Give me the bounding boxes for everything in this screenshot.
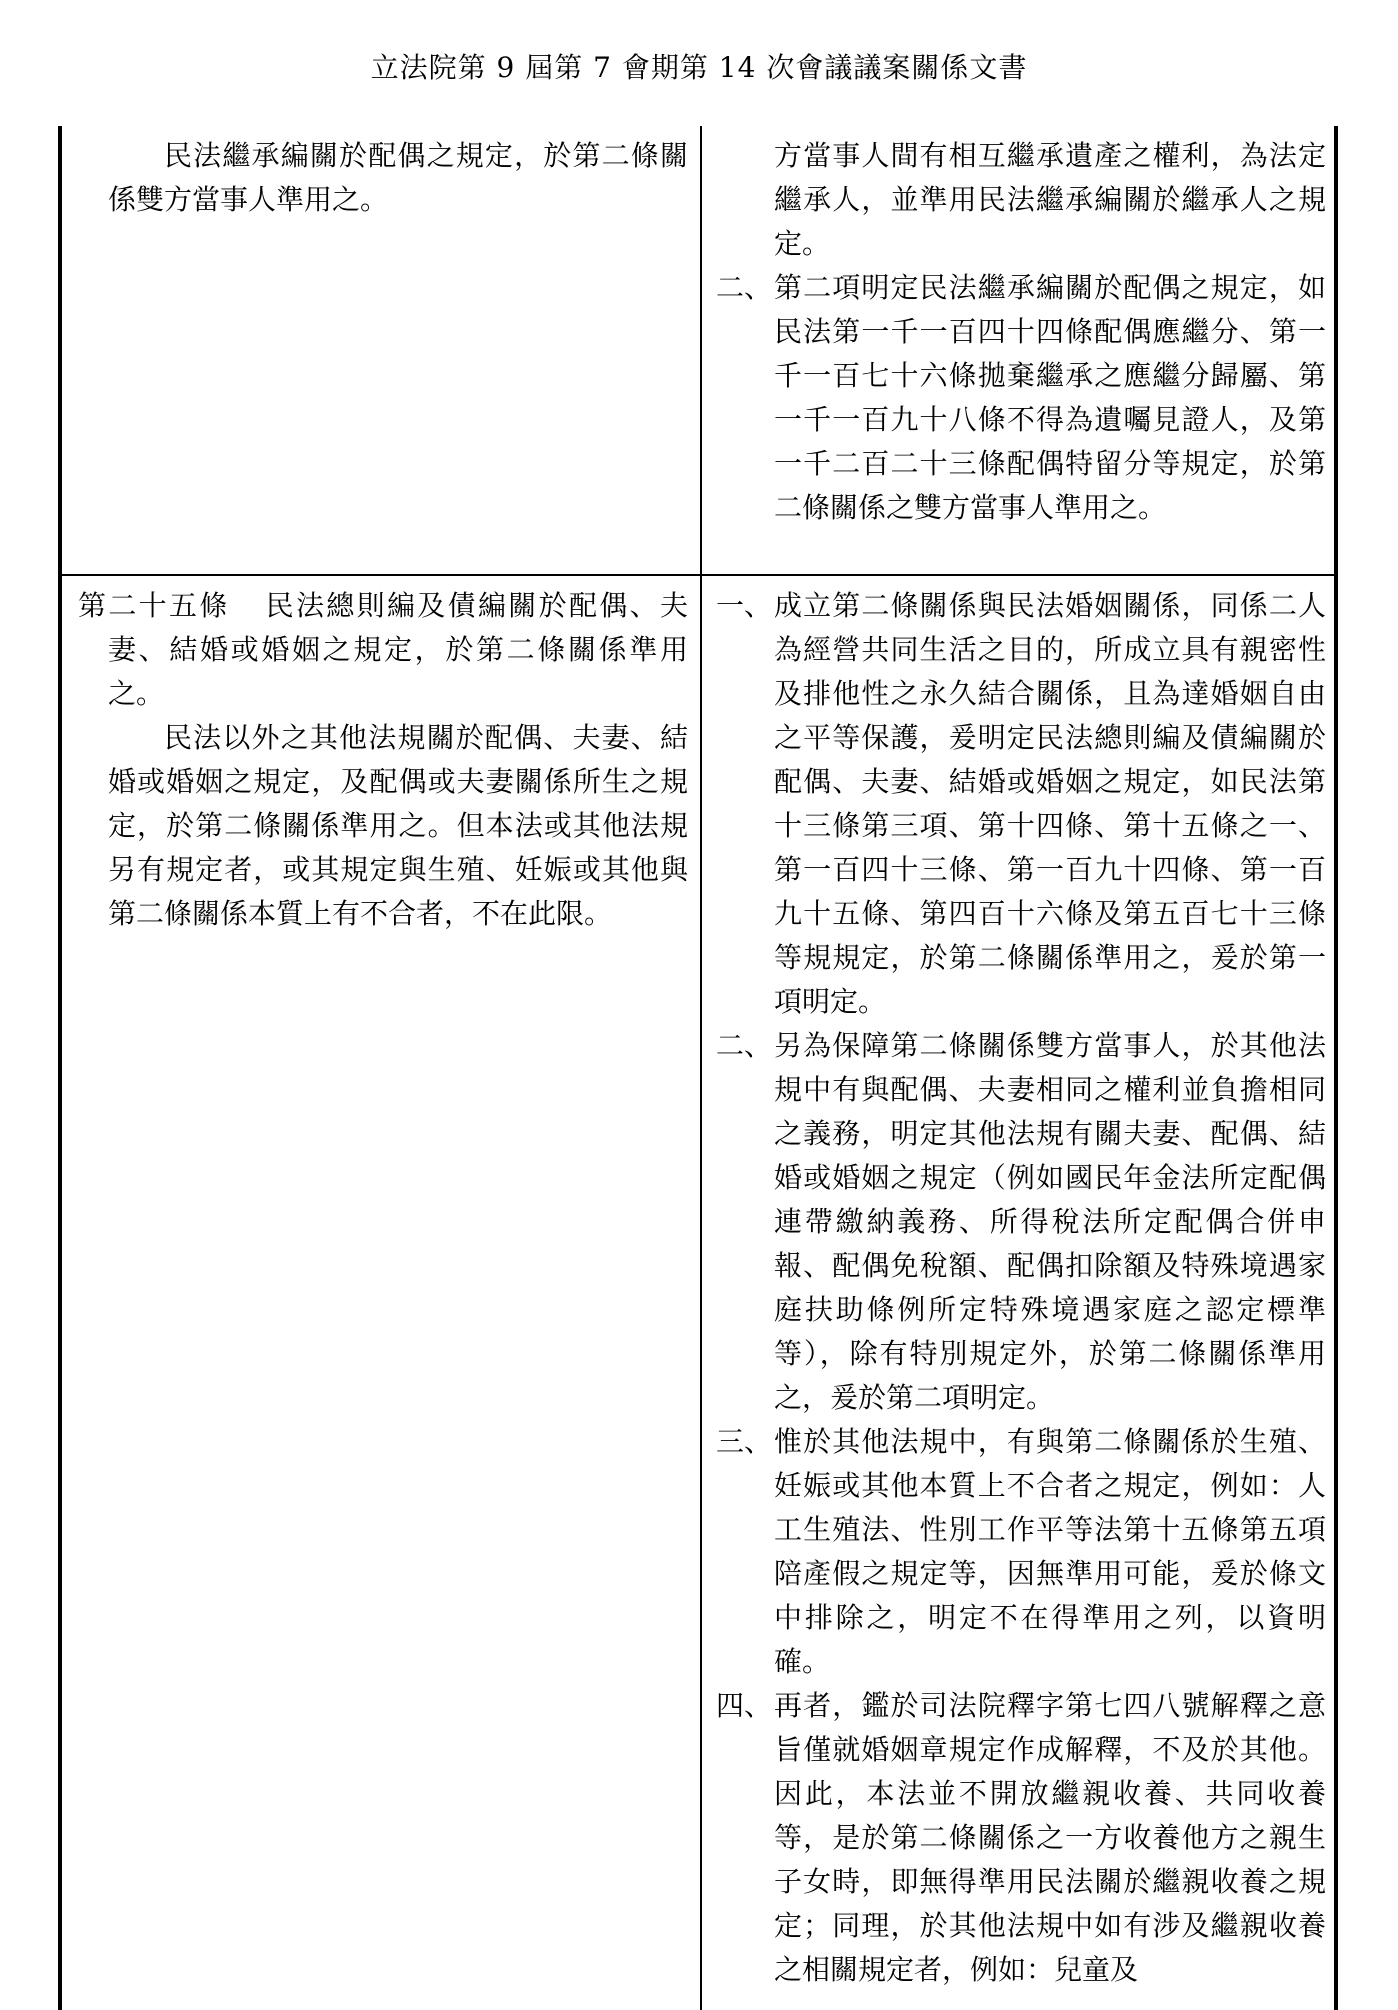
item-text: 再者，鑑於司法院釋字第七四八號解釋之意旨僅就婚姻章規定作成解釋，不及於其他。因此，本法並不開放繼親收養、共同收養等，是於第二條關係之一方收養他方之親生子女時，即無得準用民法關於繼親收養之規定；同理，於其他法規中如有涉及繼親收養之相關規定者，例如：兒童及	[774, 1689, 1326, 1986]
row1-explanation-cell	[716, 134, 1326, 530]
item-number: 四、	[716, 1689, 773, 1722]
row2-provision-cell	[78, 584, 688, 936]
item-number: 一、	[716, 589, 773, 622]
row2-explanation-item-2	[716, 1024, 1326, 1420]
row1-explanation-item	[716, 266, 1326, 530]
table-right-border	[1334, 126, 1338, 2010]
item-text: 第二項明定民法繼承編關於配偶之規定，如民法第一千一百四十四條配偶應繼分、第一千一百七十六條拋棄繼承之應繼分歸屬、第一千一百九十八條不得為遺囑見證人，及第一千二百二十三條配偶特留分等規定，於第二條關係之雙方當事人準用之。	[774, 271, 1326, 524]
comparison-table	[58, 126, 1338, 2010]
row2-explanation-item-3	[716, 1420, 1326, 1684]
table-left-border	[58, 126, 62, 2010]
article-25-paragraph-1	[78, 584, 688, 716]
item-number: 二、	[716, 271, 773, 304]
row2-explanation-item-1	[716, 584, 1326, 1024]
article-25-paragraph-1-text: 民法總則編及債編關於配偶、夫妻、結婚或婚姻之規定，於第二條關係準用之。	[108, 589, 688, 710]
row1-provision-cell	[78, 134, 688, 222]
document-title: 立法院第 9 屆第 7 會期第 14 次會議議案關係文書	[370, 51, 1028, 84]
article-25-paragraph-2: 民法以外之其他法規關於配偶、夫妻、結婚或婚姻之規定，及配偶或夫妻關係所生之規定，於第二條關係準用之。但本法或其他法規另有規定者，或其規定與生殖、妊娠或其他與第二條關係本質上有不合者，不在此限。	[108, 721, 688, 930]
row1-provision-text: 民法繼承編關於配偶之規定，於第二條關係雙方當事人準用之。	[108, 139, 688, 216]
table-row-divider	[58, 574, 1338, 576]
article-number: 第二十五條	[78, 589, 230, 622]
page-header	[0, 46, 1398, 86]
item-text: 另為保障第二條關係雙方當事人，於其他法規中有與配偶、夫妻相同之權利並負擔相同之義務，明定其他法規有關夫妻、配偶、結婚或婚姻之規定（例如國民年金法所定配偶連帶繳納義務、所得稅法所定配偶合併申報、配偶免稅額、配偶扣除額及特殊境遇家庭扶助條例所定特殊境遇家庭之認定標準等），除有特別規定外，於第二條關係準用之，爰於第二項明定。	[774, 1029, 1326, 1414]
item-text: 成立第二條關係與民法婚姻關係，同係二人為經營共同生活之目的，所成立具有親密性及排他性之永久結合關係，且為達婚姻自由之平等保護，爰明定民法總則編及債編關於配偶、夫妻、結婚或婚姻之規定，如民法第十三條第三項、第十四條、第十五條之一、第一百四十三條、第一百九十四條、第一百九十五條、第四百十六條及第五百七十三條等規規定，於第二條關係準用之，爰於第一項明定。	[774, 589, 1326, 1018]
item-text: 惟於其他法規中，有與第二條關係於生殖、妊娠或其他本質上不合者之規定，例如：人工生殖法、性別工作平等法第十五條第五項陪產假之規定等，因無準用可能，爰於條文中排除之，明定不在得準用之列，以資明確。	[774, 1425, 1326, 1678]
item-number: 二、	[716, 1029, 773, 1062]
row2-explanation-item-4	[716, 1684, 1326, 1992]
row1-explanation-continuation: 方當事人間有相互繼承遺產之權利，為法定繼承人，並準用民法繼承編關於繼承人之規定。	[774, 139, 1326, 260]
table-column-divider	[700, 126, 702, 2010]
item-number: 三、	[716, 1425, 773, 1458]
row2-explanation-cell	[716, 584, 1326, 1992]
